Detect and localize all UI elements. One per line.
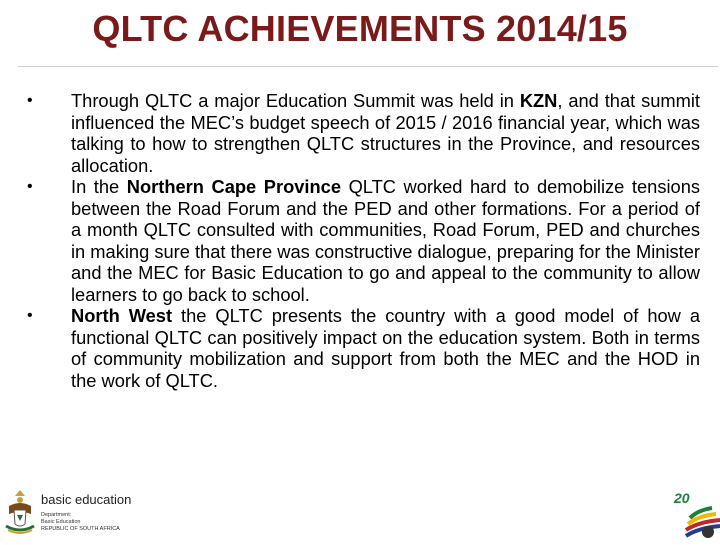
logo-line-3: REPUBLIC OF SOUTH AFRICA	[41, 526, 120, 532]
bullet-text: , and that summit influenced the MEC’s budget speech of 2015 / 2016 financial year, which was talking to how to strengthen QLTC structures in the Province, and resources allocation.	[71, 90, 700, 176]
slide-title: QLTC ACHIEVEMENTS 2014/15	[92, 8, 628, 49]
logo-line-2: Basic Education	[41, 519, 81, 525]
title-divider	[18, 66, 718, 67]
bullet-text: In the	[71, 176, 127, 197]
bullet-list	[27, 90, 700, 391]
twenty-years-emblem	[668, 488, 720, 540]
bullet-item	[27, 90, 700, 176]
department-logo	[3, 488, 163, 538]
bullet-text: the QLTC presents the country with a good model of how a functional QLTC can positively impact on the education system. Both in terms of community mobilization and support from both the MEC and the HOD in the work of QLTC.	[71, 305, 700, 391]
logo-name: basic education	[41, 492, 132, 507]
bullet-item	[27, 176, 700, 305]
logo-line-1: Department:	[41, 512, 72, 518]
bullet-bold-text: KZN	[519, 90, 558, 111]
bullet-bold-text: North West	[71, 305, 173, 326]
bullet-item	[27, 305, 700, 391]
emblem-number: 20	[674, 490, 690, 506]
bullet-text: Through QLTC a major Education Summit was held in	[71, 90, 520, 111]
coat-of-arms-icon	[3, 488, 37, 536]
bullet-bold-text: Northern Cape Province	[126, 176, 342, 197]
bullet-text: QLTC worked hard to demobilize tensions between the Road Forum and the PED and other formations. For a period of a month QLTC consulted with communities, Road Forum, PED and churches in making sure that there was constructive dialogue, preparing for the Minister and the MEC for Basic Education to go and appeal to the community to allow learners to go back to school.	[71, 176, 700, 305]
